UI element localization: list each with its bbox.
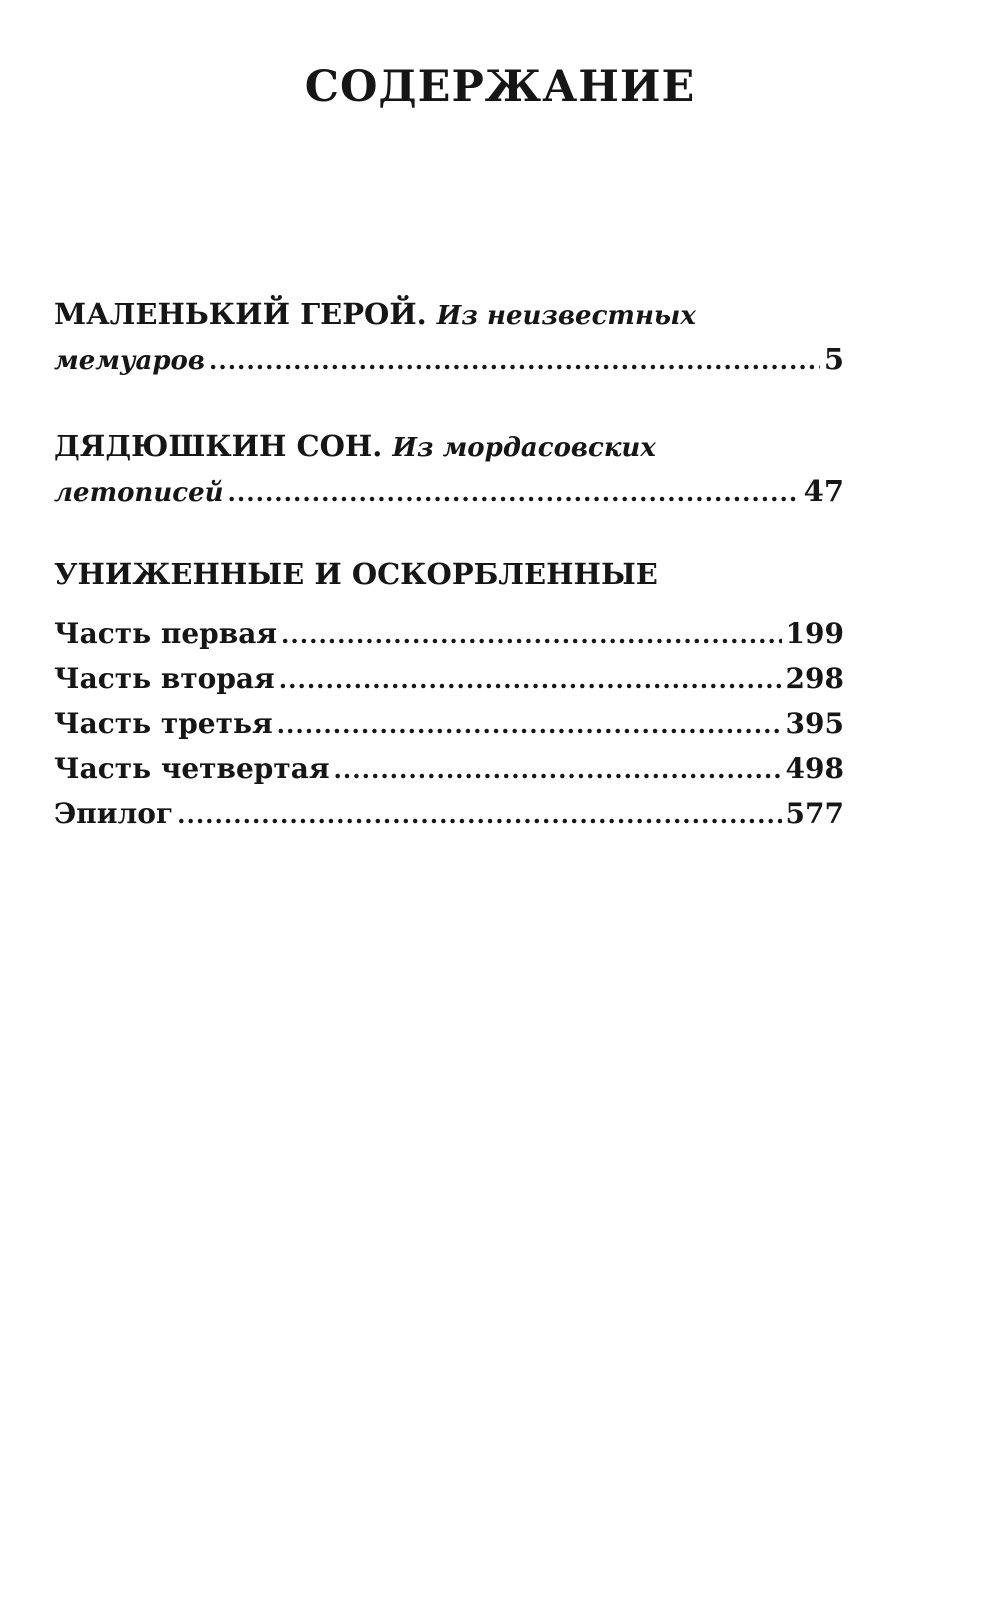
toc-part-label: Часть первая <box>54 617 278 650</box>
toc-entry-page-line[interactable] <box>54 342 844 376</box>
toc-page-number: 47 <box>803 474 844 508</box>
toc-part-line[interactable] <box>54 617 844 650</box>
leader-dots <box>334 758 782 782</box>
toc-entry-title-line <box>54 297 844 331</box>
toc-part-label: Эпилог <box>54 797 174 830</box>
toc-entry-title: МАЛЕНЬКИЙ ГЕРОЙ. <box>54 297 427 331</box>
toc-section-title: УНИЖЕННЫЕ И ОСКОРБЛЕННЫЕ <box>54 557 658 591</box>
toc-entry-subtitle: Из мордасовских <box>392 433 656 463</box>
toc-part-line[interactable] <box>54 662 844 695</box>
toc-part-label: Часть вторая <box>54 662 275 695</box>
toc-part-label: Часть четвертая <box>54 752 330 785</box>
leader-dots <box>209 349 820 373</box>
toc-entry-subtitle: Из неизвестных <box>436 301 696 331</box>
leader-dots <box>279 668 782 692</box>
leader-dots <box>277 713 782 737</box>
toc-entry-subtitle-continued: летописей <box>54 478 224 508</box>
toc-entry-title: ДЯДЮШКИН СОН. <box>54 429 383 463</box>
toc-entry-page-line[interactable] <box>54 474 844 508</box>
toc-section-title-line <box>54 557 844 591</box>
toc-part-line[interactable] <box>54 752 844 785</box>
toc-page-number: 5 <box>823 342 844 376</box>
toc-part-line[interactable] <box>54 797 844 830</box>
toc-page-number: 498 <box>785 752 844 785</box>
toc-page-number: 199 <box>785 617 844 650</box>
leader-dots <box>228 481 800 505</box>
leader-dots <box>281 623 782 647</box>
toc-page-number: 298 <box>785 662 844 695</box>
toc-entry-subtitle-continued: мемуаров <box>54 346 205 376</box>
leader-dots <box>177 803 781 827</box>
page-title: СОДЕРЖАНИЕ <box>304 62 696 112</box>
toc-part-label: Часть третья <box>54 707 273 740</box>
toc-page-number: 577 <box>785 797 844 830</box>
toc-page-number: 395 <box>785 707 844 740</box>
toc-entry-title-line <box>54 429 844 463</box>
toc-part-line[interactable] <box>54 707 844 740</box>
